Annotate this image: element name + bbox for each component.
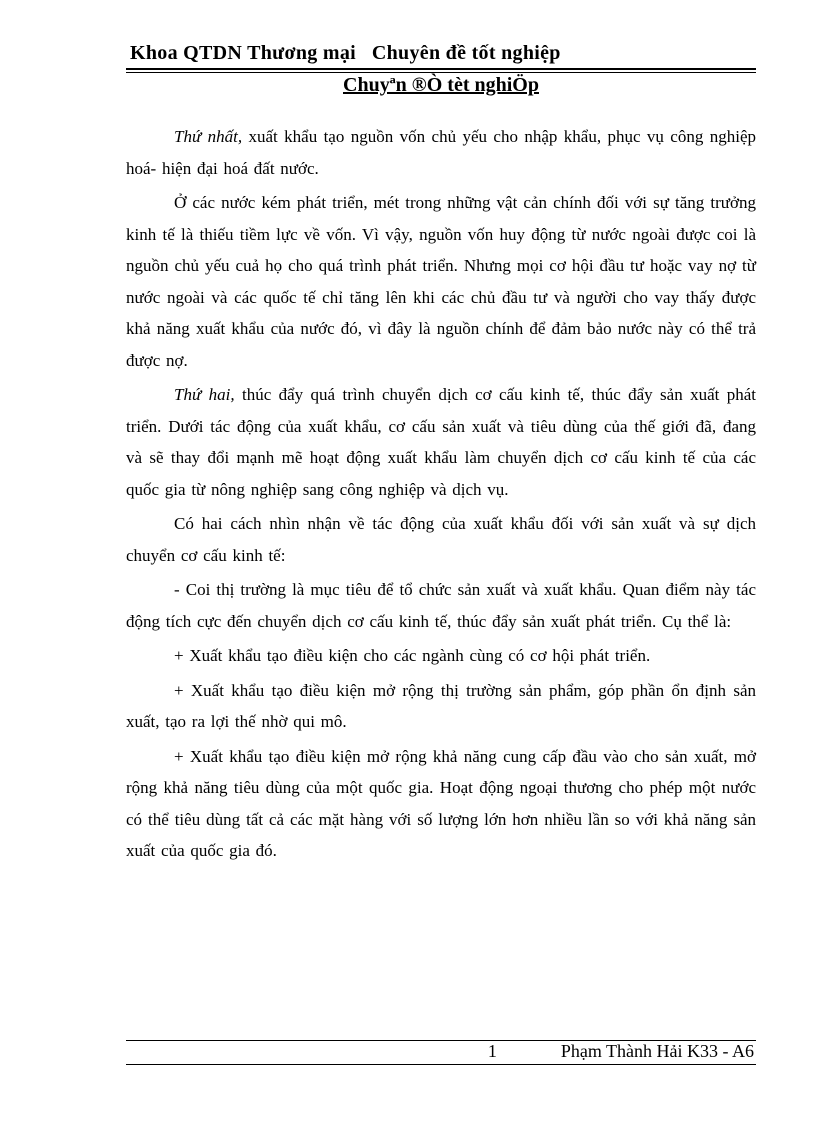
header-subtitle: Chuyªn ®Ò tèt nghiÖp (343, 74, 539, 96)
paragraph-text: Có hai cách nhìn nhận về tác động của xuất khẩu đối với sản xuất và sự dịch chuyển cơ cấu kinh tế: (126, 514, 756, 565)
page-number: 1 (487, 1041, 497, 1061)
footer-author: Phạm Thành Hải K33 - A6 (560, 1041, 754, 1061)
paragraph (126, 574, 756, 637)
header-title: Khoa QTDN Thương mại Chuyên đề tốt nghiệp (130, 42, 561, 64)
paragraph (126, 121, 756, 184)
paragraph-text: + Xuất khẩu tạo điều kiện cho các ngành cùng có cơ hội phát triển. (174, 646, 651, 665)
paragraph (126, 379, 756, 505)
paragraph (126, 640, 756, 672)
paragraph-lead: Thứ nhất, (174, 127, 243, 146)
page-footer (126, 1040, 756, 1065)
paragraph-text: - Coi thị trường là mục tiêu để tổ chức sản xuất và xuất khẩu. Quan điểm này tác động tích cực đến chuyển dịch cơ cấu kinh tế, thúc đẩy sản xuất phát triển. Cụ thể là: (126, 580, 756, 631)
header-divider (126, 68, 756, 73)
paragraph-text: xuất khẩu tạo nguồn vốn chủ yếu cho nhập khẩu, phục vụ công nghiệp hoá- hiện đại hoá đất nước. (126, 127, 756, 178)
paragraph-text: + Xuất khẩu tạo điều kiện mở rộng khả năng cung cấp đầu vào cho sản xuất, mở rộng khả năng tiêu dùng của một quốc gia. Hoạt động ngoại thương cho phép một nước có thể tiêu dùng tất cả các mặt hàng với số lượng lớn hơn nhiều lần so với khả năng sản xuất của quốc gia đó. (126, 746, 756, 860)
paragraph (126, 187, 756, 376)
paragraph-text: thúc đẩy quá trình chuyển dịch cơ cấu kinh tế, thúc đẩy sản xuất phát triển. Dưới tác động của xuất khẩu, cơ cấu sản xuất và tiêu dùng của thế giới đã, đang và sẽ thay đổi mạnh mẽ hoạt động xuất khẩu làm chuyển dịch cơ cấu kinh tế của các quốc gia từ nông nghiệp sang công nghiệp và dịch vụ. (126, 385, 756, 499)
paragraph-lead: Thứ hai, (174, 385, 235, 404)
paragraph (126, 741, 756, 867)
paragraph-text: + Xuất khẩu tạo điều kiện mở rộng thị trường sản phẩm, góp phần ổn định sản xuất, tạo ra lợi thế nhờ qui mô. (126, 680, 756, 731)
page-header (126, 42, 756, 97)
paragraph (126, 675, 756, 738)
document-body (126, 121, 756, 867)
paragraph (126, 508, 756, 571)
paragraph-text: Ở các nước kém phát triển, mét trong những vật cản chính đối với sự tăng trưởng kinh tế là thiếu tiềm lực về vốn. Vì vậy, nguồn vốn huy động từ nước ngoài được coi là nguồn chủ yếu cuả họ cho quá trình phát triển. Nhưng mọi cơ hội đầu tư hoặc vay nợ từ nước ngoài và các quốc tế chỉ tăng lên khi các chủ đầu tư và người cho vay thấy được khả năng xuất khẩu của nước đó, vì đây là nguồn chính để đảm bảo nước này có thể trả được nợ. (126, 193, 756, 370)
